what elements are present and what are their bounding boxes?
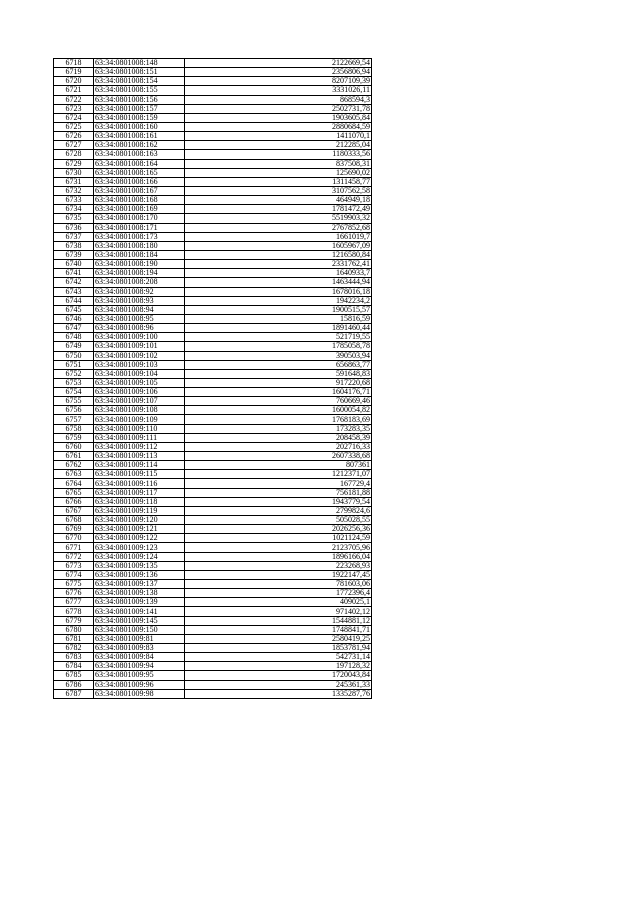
cadastral-number-cell: 63:34:0801009:150: [94, 625, 185, 634]
cadastral-number-cell: 63:34:0801008:96: [94, 324, 185, 333]
cadastral-number-cell: 63:34:0801008:163: [94, 150, 185, 159]
table-row: [54, 59, 372, 68]
value-cell: 1411070,1: [185, 132, 372, 141]
value-cell: 202716,33: [185, 442, 372, 451]
value-cell: 1785058,78: [185, 342, 372, 351]
table-row: [54, 223, 372, 232]
cadastral-number-cell: 63:34:0801008:164: [94, 159, 185, 168]
cadastral-number-cell: 63:34:0801009:96: [94, 680, 185, 689]
cadastral-number-cell: 63:34:0801009:112: [94, 442, 185, 451]
table-row: [54, 150, 372, 159]
row-number-cell: 6735: [54, 214, 94, 223]
row-number-cell: 6780: [54, 625, 94, 634]
table-row: [54, 506, 372, 515]
table-row: [54, 122, 372, 131]
value-cell: 212285,04: [185, 141, 372, 150]
row-number-cell: 6774: [54, 570, 94, 579]
row-number-cell: 6727: [54, 141, 94, 150]
value-cell: 15816,59: [185, 314, 372, 323]
value-cell: 1748841,71: [185, 625, 372, 634]
row-number-cell: 6762: [54, 461, 94, 470]
table-row: [54, 479, 372, 488]
row-number-cell: 6768: [54, 516, 94, 525]
row-number-cell: 6760: [54, 442, 94, 451]
row-number-cell: 6723: [54, 104, 94, 113]
value-cell: 2356806,94: [185, 68, 372, 77]
cadastral-number-cell: 63:34:0801008:148: [94, 59, 185, 68]
row-number-cell: 6770: [54, 534, 94, 543]
cadastral-number-cell: 63:34:0801009:137: [94, 580, 185, 589]
table-row: [54, 360, 372, 369]
value-cell: 409025,1: [185, 598, 372, 607]
value-cell: 8207109,39: [185, 77, 372, 86]
value-cell: 1772396,4: [185, 589, 372, 598]
cadastral-number-cell: 63:34:0801008:180: [94, 241, 185, 250]
value-cell: 208458,39: [185, 433, 372, 442]
table-row: [54, 689, 372, 698]
table-row: [54, 177, 372, 186]
value-cell: 125690,02: [185, 168, 372, 177]
row-number-cell: 6786: [54, 680, 94, 689]
row-number-cell: 6757: [54, 415, 94, 424]
row-number-cell: 6730: [54, 168, 94, 177]
table-row: [54, 552, 372, 561]
value-cell: 1900515,57: [185, 305, 372, 314]
cadastral-number-cell: 63:34:0801008:160: [94, 122, 185, 131]
cadastral-number-cell: 63:34:0801009:135: [94, 561, 185, 570]
value-cell: 1640933,7: [185, 269, 372, 278]
value-cell: 591648,83: [185, 369, 372, 378]
table-row: [54, 269, 372, 278]
value-cell: 1678016,18: [185, 287, 372, 296]
value-cell: 1600054,82: [185, 406, 372, 415]
cadastral-number-cell: 63:34:0801008:92: [94, 287, 185, 296]
table-row: [54, 470, 372, 479]
cadastral-number-cell: 63:34:0801008:156: [94, 95, 185, 104]
row-number-cell: 6724: [54, 113, 94, 122]
row-number-cell: 6784: [54, 662, 94, 671]
cadastral-number-cell: 63:34:0801009:115: [94, 470, 185, 479]
cadastral-number-cell: 63:34:0801009:98: [94, 689, 185, 698]
value-cell: 1661019,7: [185, 232, 372, 241]
cadastral-number-cell: 63:34:0801009:110: [94, 424, 185, 433]
cadastral-number-cell: 63:34:0801008:165: [94, 168, 185, 177]
table-row: [54, 433, 372, 442]
table-row: [54, 671, 372, 680]
cadastral-number-cell: 63:34:0801009:120: [94, 516, 185, 525]
data-table: [53, 58, 372, 699]
row-number-cell: 6748: [54, 333, 94, 342]
table-row: [54, 132, 372, 141]
table-row: [54, 561, 372, 570]
table-row: [54, 497, 372, 506]
value-cell: 1463444,94: [185, 278, 372, 287]
table-row: [54, 168, 372, 177]
value-cell: 760669,46: [185, 397, 372, 406]
value-cell: 1903605,84: [185, 113, 372, 122]
value-cell: 2767852,68: [185, 223, 372, 232]
cadastral-number-cell: 63:34:0801008:190: [94, 260, 185, 269]
value-cell: 1853781,94: [185, 644, 372, 653]
table-row: [54, 634, 372, 643]
table-row: [54, 598, 372, 607]
cadastral-number-cell: 63:34:0801009:108: [94, 406, 185, 415]
table-row: [54, 570, 372, 579]
table-row: [54, 214, 372, 223]
value-cell: 1781472,49: [185, 205, 372, 214]
value-cell: 2331762,41: [185, 260, 372, 269]
value-cell: 1896166,04: [185, 552, 372, 561]
row-number-cell: 6749: [54, 342, 94, 351]
table-row: [54, 662, 372, 671]
cadastral-number-cell: 63:34:0801009:106: [94, 388, 185, 397]
row-number-cell: 6756: [54, 406, 94, 415]
cadastral-number-cell: 63:34:0801009:101: [94, 342, 185, 351]
table-row: [54, 241, 372, 250]
cadastral-number-cell: 63:34:0801008:161: [94, 132, 185, 141]
cadastral-number-cell: 63:34:0801008:151: [94, 68, 185, 77]
cadastral-number-cell: 63:34:0801008:157: [94, 104, 185, 113]
value-cell: 837508,31: [185, 159, 372, 168]
table-row: [54, 113, 372, 122]
table-row: [54, 333, 372, 342]
value-cell: 807361: [185, 461, 372, 470]
cadastral-number-cell: 63:34:0801009:84: [94, 653, 185, 662]
cadastral-number-cell: 63:34:0801009:105: [94, 378, 185, 387]
cadastral-number-cell: 63:34:0801009:122: [94, 534, 185, 543]
table-row: [54, 296, 372, 305]
row-number-cell: 6747: [54, 324, 94, 333]
value-cell: 1768183,69: [185, 415, 372, 424]
table-row: [54, 543, 372, 552]
table-row: [54, 250, 372, 259]
cadastral-number-cell: 63:34:0801008:93: [94, 296, 185, 305]
value-cell: 2607338,68: [185, 452, 372, 461]
row-number-cell: 6739: [54, 250, 94, 259]
value-cell: 1891460,44: [185, 324, 372, 333]
value-cell: 245361,33: [185, 680, 372, 689]
cadastral-number-cell: 63:34:0801008:194: [94, 269, 185, 278]
row-number-cell: 6726: [54, 132, 94, 141]
row-number-cell: 6781: [54, 634, 94, 643]
value-cell: 2026256,36: [185, 525, 372, 534]
value-cell: 1216580,84: [185, 250, 372, 259]
cadastral-number-cell: 63:34:0801008:159: [94, 113, 185, 122]
table-row: [54, 607, 372, 616]
value-cell: 971402,12: [185, 607, 372, 616]
cadastral-number-cell: 63:34:0801009:141: [94, 607, 185, 616]
row-number-cell: 6736: [54, 223, 94, 232]
cadastral-number-cell: 63:34:0801009:102: [94, 351, 185, 360]
cadastral-number-cell: 63:34:0801008:208: [94, 278, 185, 287]
row-number-cell: 6729: [54, 159, 94, 168]
row-number-cell: 6741: [54, 269, 94, 278]
cadastral-number-cell: 63:34:0801009:121: [94, 525, 185, 534]
table-row: [54, 616, 372, 625]
table-body: [54, 59, 372, 699]
cadastral-number-cell: 63:34:0801008:184: [94, 250, 185, 259]
table-row: [54, 534, 372, 543]
cadastral-number-cell: 63:34:0801008:94: [94, 305, 185, 314]
table-row: [54, 342, 372, 351]
cadastral-number-cell: 63:34:0801009:83: [94, 644, 185, 653]
value-cell: 505028,55: [185, 516, 372, 525]
row-number-cell: 6783: [54, 653, 94, 662]
value-cell: 223268,93: [185, 561, 372, 570]
cadastral-number-cell: 63:34:0801008:166: [94, 177, 185, 186]
table-row: [54, 488, 372, 497]
cadastral-number-cell: 63:34:0801009:139: [94, 598, 185, 607]
value-cell: 781603,06: [185, 580, 372, 589]
table-row: [54, 625, 372, 634]
row-number-cell: 6763: [54, 470, 94, 479]
table-row: [54, 260, 372, 269]
row-number-cell: 6732: [54, 186, 94, 195]
cadastral-number-cell: 63:34:0801009:95: [94, 671, 185, 680]
row-number-cell: 6738: [54, 241, 94, 250]
cadastral-number-cell: 63:34:0801009:114: [94, 461, 185, 470]
row-number-cell: 6734: [54, 205, 94, 214]
row-number-cell: 6778: [54, 607, 94, 616]
table-row: [54, 644, 372, 653]
cadastral-number-cell: 63:34:0801009:111: [94, 433, 185, 442]
value-cell: 868594,3: [185, 95, 372, 104]
row-number-cell: 6776: [54, 589, 94, 598]
cadastral-number-cell: 63:34:0801009:94: [94, 662, 185, 671]
value-cell: 2502731,78: [185, 104, 372, 113]
table-row: [54, 305, 372, 314]
value-cell: 1604176,71: [185, 388, 372, 397]
cadastral-number-cell: 63:34:0801008:171: [94, 223, 185, 232]
cadastral-number-cell: 63:34:0801008:162: [94, 141, 185, 150]
row-number-cell: 6752: [54, 369, 94, 378]
cadastral-number-cell: 63:34:0801009:136: [94, 570, 185, 579]
value-cell: 1180333,56: [185, 150, 372, 159]
row-number-cell: 6737: [54, 232, 94, 241]
row-number-cell: 6725: [54, 122, 94, 131]
table-row: [54, 580, 372, 589]
table-row: [54, 680, 372, 689]
cadastral-number-cell: 63:34:0801009:123: [94, 543, 185, 552]
cadastral-number-cell: 63:34:0801009:109: [94, 415, 185, 424]
value-cell: 197128,32: [185, 662, 372, 671]
value-cell: 5519903,32: [185, 214, 372, 223]
row-number-cell: 6766: [54, 497, 94, 506]
table-row: [54, 653, 372, 662]
table-row: [54, 86, 372, 95]
row-number-cell: 6721: [54, 86, 94, 95]
cadastral-number-cell: 63:34:0801008:173: [94, 232, 185, 241]
table-row: [54, 415, 372, 424]
row-number-cell: 6779: [54, 616, 94, 625]
row-number-cell: 6746: [54, 314, 94, 323]
value-cell: 1922147,45: [185, 570, 372, 579]
row-number-cell: 6750: [54, 351, 94, 360]
cadastral-number-cell: 63:34:0801008:155: [94, 86, 185, 95]
value-cell: 2880684,59: [185, 122, 372, 131]
value-cell: 2123705,96: [185, 543, 372, 552]
cadastral-number-cell: 63:34:0801008:95: [94, 314, 185, 323]
value-cell: 1544881,12: [185, 616, 372, 625]
value-cell: 390503,94: [185, 351, 372, 360]
table-row: [54, 141, 372, 150]
row-number-cell: 6744: [54, 296, 94, 305]
row-number-cell: 6785: [54, 671, 94, 680]
row-number-cell: 6731: [54, 177, 94, 186]
value-cell: 1942234,2: [185, 296, 372, 305]
cadastral-number-cell: 63:34:0801009:116: [94, 479, 185, 488]
row-number-cell: 6719: [54, 68, 94, 77]
cadastral-number-cell: 63:34:0801008:169: [94, 205, 185, 214]
table-row: [54, 452, 372, 461]
row-number-cell: 6761: [54, 452, 94, 461]
table-row: [54, 424, 372, 433]
row-number-cell: 6720: [54, 77, 94, 86]
table-row: [54, 159, 372, 168]
table-row: [54, 232, 372, 241]
table-row: [54, 461, 372, 470]
cadastral-number-cell: 63:34:0801008:168: [94, 196, 185, 205]
row-number-cell: 6773: [54, 561, 94, 570]
row-number-cell: 6718: [54, 59, 94, 68]
table-row: [54, 68, 372, 77]
table-row: [54, 406, 372, 415]
row-number-cell: 6740: [54, 260, 94, 269]
value-cell: 464949,18: [185, 196, 372, 205]
row-number-cell: 6764: [54, 479, 94, 488]
table-row: [54, 196, 372, 205]
cadastral-number-cell: 63:34:0801008:154: [94, 77, 185, 86]
cadastral-number-cell: 63:34:0801009:117: [94, 488, 185, 497]
row-number-cell: 6758: [54, 424, 94, 433]
cadastral-number-cell: 63:34:0801009:113: [94, 452, 185, 461]
row-number-cell: 6753: [54, 378, 94, 387]
row-number-cell: 6782: [54, 644, 94, 653]
value-cell: 1212371,07: [185, 470, 372, 479]
value-cell: 1605967,09: [185, 241, 372, 250]
row-number-cell: 6775: [54, 580, 94, 589]
cadastral-number-cell: 63:34:0801009:119: [94, 506, 185, 515]
value-cell: 521719,55: [185, 333, 372, 342]
value-cell: 2122669,54: [185, 59, 372, 68]
value-cell: 656863,77: [185, 360, 372, 369]
table-row: [54, 186, 372, 195]
value-cell: 3107562,58: [185, 186, 372, 195]
value-cell: 1720043,84: [185, 671, 372, 680]
table-row: [54, 388, 372, 397]
row-number-cell: 6787: [54, 689, 94, 698]
table-row: [54, 378, 372, 387]
cadastral-number-cell: 63:34:0801009:138: [94, 589, 185, 598]
table-row: [54, 278, 372, 287]
cadastral-number-cell: 63:34:0801008:170: [94, 214, 185, 223]
cadastral-number-cell: 63:34:0801009:118: [94, 497, 185, 506]
cadastral-number-cell: 63:34:0801009:145: [94, 616, 185, 625]
value-cell: 167729,4: [185, 479, 372, 488]
row-number-cell: 6755: [54, 397, 94, 406]
value-cell: 1335287,76: [185, 689, 372, 698]
table-row: [54, 351, 372, 360]
table-row: [54, 324, 372, 333]
table-row: [54, 397, 372, 406]
value-cell: 3331026,11: [185, 86, 372, 95]
table-row: [54, 369, 372, 378]
cadastral-number-cell: 63:34:0801008:167: [94, 186, 185, 195]
row-number-cell: 6722: [54, 95, 94, 104]
row-number-cell: 6765: [54, 488, 94, 497]
row-number-cell: 6742: [54, 278, 94, 287]
cadastral-number-cell: 63:34:0801009:107: [94, 397, 185, 406]
row-number-cell: 6769: [54, 525, 94, 534]
cadastral-number-cell: 63:34:0801009:104: [94, 369, 185, 378]
value-cell: 173283,35: [185, 424, 372, 433]
table-row: [54, 589, 372, 598]
table-row: [54, 516, 372, 525]
table-row: [54, 104, 372, 113]
row-number-cell: 6777: [54, 598, 94, 607]
value-cell: 917220,68: [185, 378, 372, 387]
row-number-cell: 6771: [54, 543, 94, 552]
row-number-cell: 6733: [54, 196, 94, 205]
value-cell: 1021124,59: [185, 534, 372, 543]
value-cell: 2799824,6: [185, 506, 372, 515]
table-row: [54, 525, 372, 534]
row-number-cell: 6745: [54, 305, 94, 314]
table-row: [54, 287, 372, 296]
row-number-cell: 6751: [54, 360, 94, 369]
table-row: [54, 77, 372, 86]
row-number-cell: 6759: [54, 433, 94, 442]
row-number-cell: 6743: [54, 287, 94, 296]
value-cell: 1311458,77: [185, 177, 372, 186]
row-number-cell: 6772: [54, 552, 94, 561]
row-number-cell: 6754: [54, 388, 94, 397]
cadastral-number-cell: 63:34:0801009:100: [94, 333, 185, 342]
table-row: [54, 95, 372, 104]
cadastral-number-cell: 63:34:0801009:103: [94, 360, 185, 369]
value-cell: 756181,88: [185, 488, 372, 497]
table-row: [54, 314, 372, 323]
row-number-cell: 6728: [54, 150, 94, 159]
value-cell: 1943779,54: [185, 497, 372, 506]
table-row: [54, 205, 372, 214]
value-cell: 542731,14: [185, 653, 372, 662]
cadastral-number-cell: 63:34:0801009:124: [94, 552, 185, 561]
value-cell: 2580419,25: [185, 634, 372, 643]
table-row: [54, 442, 372, 451]
row-number-cell: 6767: [54, 506, 94, 515]
cadastral-number-cell: 63:34:0801009:81: [94, 634, 185, 643]
